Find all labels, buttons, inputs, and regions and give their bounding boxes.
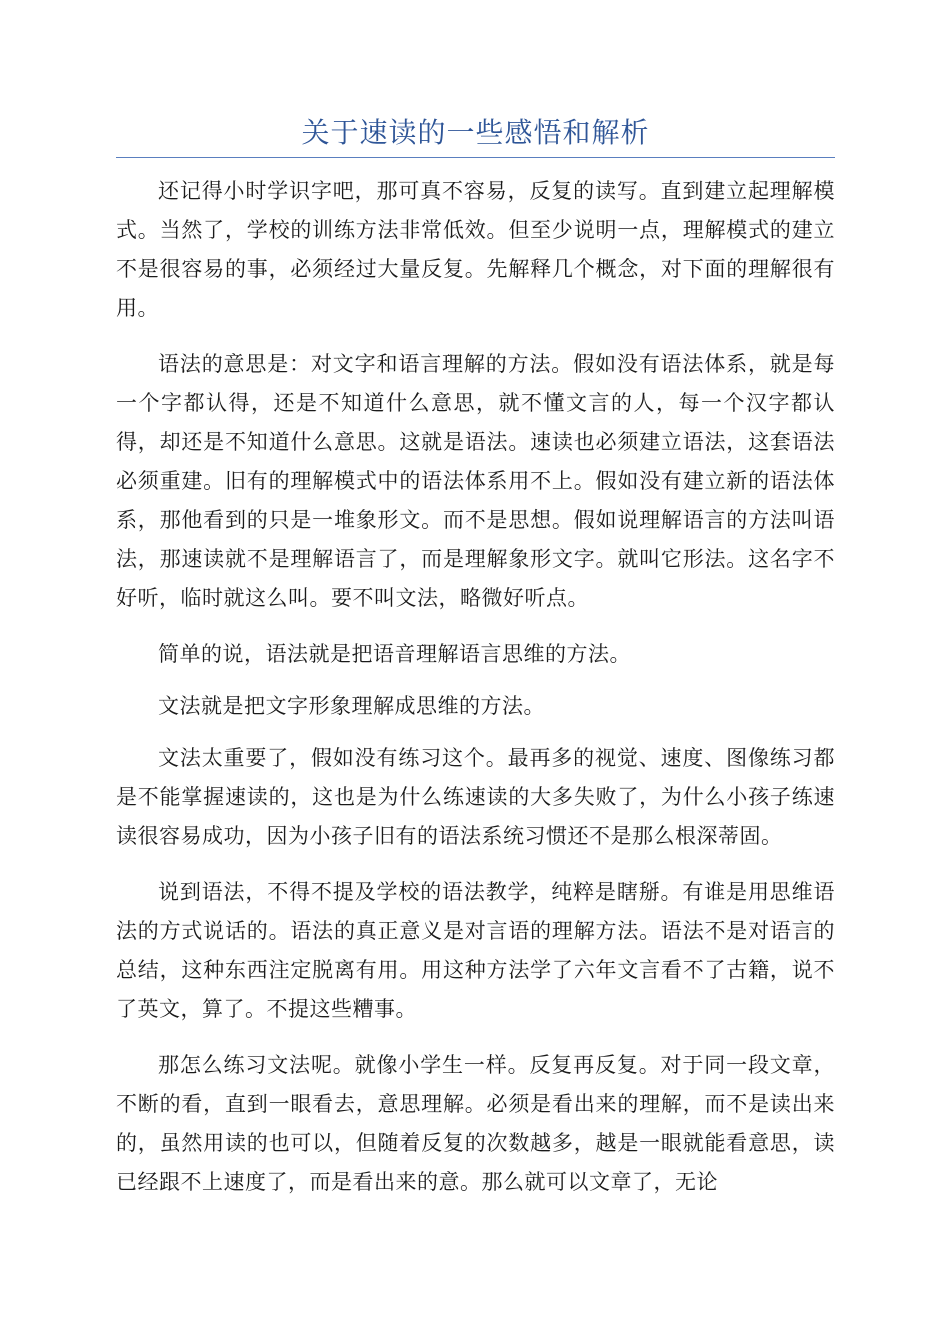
document-title: 关于速读的一些感悟和解析 (301, 116, 650, 149)
paragraph-3: 简单的说，语法就是把语音理解语言思维的方法。 (158, 642, 631, 666)
document-page (116, 112, 835, 1219)
paragraph-5: 文法太重要了，假如没有练习这个。最再多的视觉、速度、图像练习都是不能掌握速读的，这也是为什么练速读的大多失败了，为什么小孩子练速读很容易成功，因为小孩子旧有的语法系统习惯还不是那么根深蒂固。 (116, 746, 835, 848)
title-underline (116, 157, 835, 158)
paragraph-6: 说到语法，不得不提及学校的语法教学，纯粹是瞎掰。有谁是用思维语法的方式说话的。语法的真正意义是对言语的理解方法。语法不是对语言的总结，这种东西注定脱离有用。用这种方法学了六年文言看不了古籍，说不了英文，算了。不提这些糟事。 (116, 880, 835, 1021)
paragraph-1: 还记得小时学识字吧，那可真不容易，反复的读写。直到建立起理解模式。当然了，学校的训练方法非常低效。但至少说明一点，理解模式的建立不是很容易的事，必须经过大量反复。先解释几个概念，对下面的理解很有用。 (116, 179, 835, 320)
paragraph-7: 那怎么练习文法呢。就像小学生一样。反复再反复。对于同一段文章，不断的看，直到一眼看去，意思理解。必须是看出来的理解，而不是读出来的，虽然用读的也可以，但随着反复的次数越多，越是一眼就能看意思，读已经跟不上速度了，而是看出来的意。那么就可以文章了，无论 (116, 1053, 835, 1194)
paragraph-2: 语法的意思是：对文字和语言理解的方法。假如没有语法体系，就是每一个字都认得，还是不知道什么意思，就不懂文言的人，每一个汉字都认得，却还是不知道什么意思。这就是语法。速读也必须建立语法，这套语法必须重建。旧有的理解模式中的语法体系用不上。假如没有建立新的语法体系，那他看到的只是一堆象形文。而不是思想。假如说理解语言的方法叫语法，那速读就不是理解语言了，而是理解象形文字。就叫它形法。这名字不好听，临时就这么叫。要不叫文法，略微好听点。 (116, 352, 835, 610)
paragraph-4: 文法就是把文字形象理解成思维的方法。 (158, 694, 545, 718)
